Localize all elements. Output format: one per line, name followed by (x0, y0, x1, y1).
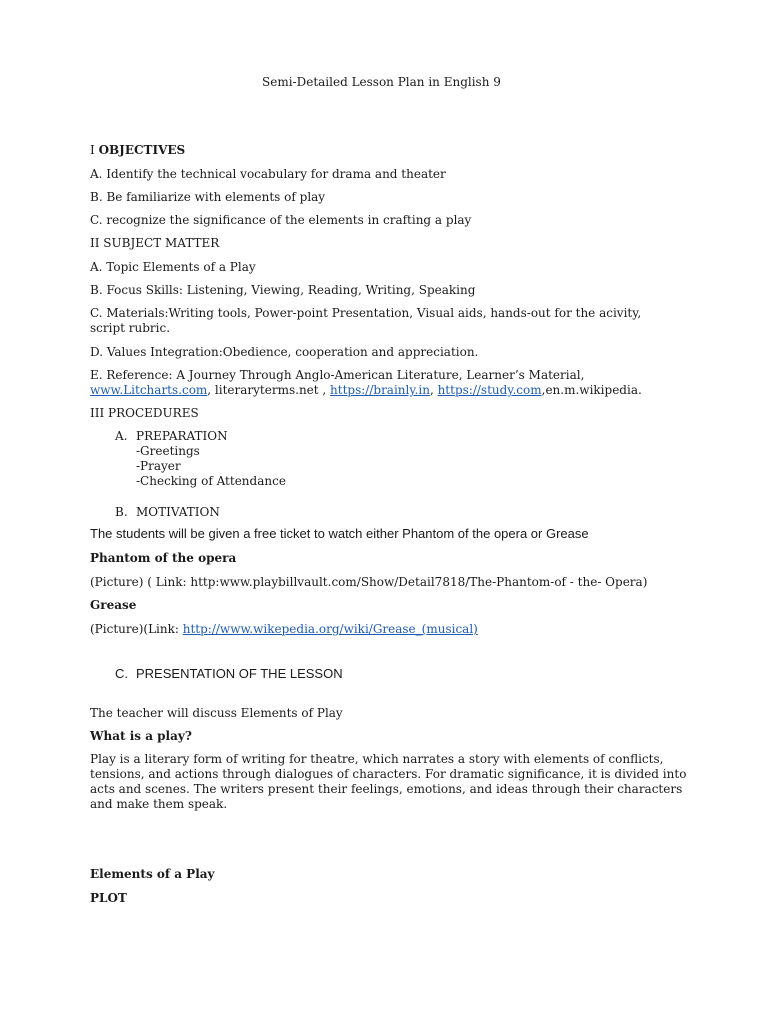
preparation-letter: A. (115, 429, 128, 443)
procedures-heading: III PROCEDURES (90, 406, 199, 420)
objective-item: A. Identify the technical vocabulary for drama and theater (90, 167, 446, 181)
phantom-title: Phantom of the opera (90, 551, 237, 565)
preparation-step: -Greetings (136, 444, 200, 458)
subject-matter-heading: II SUBJECT MATTER (90, 236, 220, 250)
grease-title: Grease (90, 598, 137, 612)
play-definition-line: tensions, and actions through dialogues of characters. For dramatic significance, it is divided into (90, 767, 687, 781)
document-title: Semi-Detailed Lesson Plan in English 9 (262, 75, 501, 89)
elements-of-a-play-heading: Elements of a Play (90, 867, 215, 881)
subject-materials: C. Materials:Writing tools, Power-point Presentation, Visual aids, hands-out for the acivity, (90, 306, 642, 320)
subject-reference: E. Reference: A Journey Through Anglo-American Literature, Learner’s Material, (90, 368, 585, 382)
brainly-link[interactable]: https://brainly.in (330, 383, 430, 397)
motivation-letter: B. (115, 505, 128, 519)
motivation-text: The students will be given a free ticket to watch either Phantom of the opera or Grease (90, 526, 589, 541)
reference-separator: , (429, 383, 438, 397)
preparation-step: -Prayer (136, 459, 181, 473)
presentation-intro: The teacher will discuss Elements of Play (90, 706, 343, 720)
objective-item: C. recognize the significance of the elements in crafting a play (90, 213, 472, 227)
subject-values: D. Values Integration:Obedience, cooperation and appreciation. (90, 345, 479, 359)
grease-link-prefix: (Picture)(Link: (90, 622, 183, 636)
presentation-letter: C. (115, 666, 128, 681)
phantom-link-text: (Picture) ( Link: http:www.playbillvault.com/Show/Detail7818/The-Phantom-of - the- Opera) (90, 575, 648, 589)
what-is-a-play-heading: What is a play? (90, 729, 192, 743)
preparation-label: PREPARATION (136, 429, 228, 443)
play-definition-line: and make them speak. (90, 797, 228, 811)
objective-item: B. Be familiarize with elements of play (90, 190, 326, 204)
study-link[interactable]: https://study.com (437, 383, 542, 397)
subject-topic: A. Topic Elements of a Play (90, 260, 256, 274)
preparation-step: -Checking of Attendance (136, 474, 286, 488)
grease-wikipedia-link[interactable]: http://www.wikepedia.org/wiki/Grease_(musical) (182, 622, 478, 636)
objectives-numeral: I (90, 143, 99, 157)
motivation-label: MOTIVATION (136, 505, 220, 519)
objectives-heading-label: OBJECTIVES (98, 143, 186, 157)
reference-separator: , literaryterms.net , (207, 383, 331, 397)
reference-tail: ,en.m.wikipedia. (541, 383, 642, 397)
objectives-heading (90, 143, 185, 157)
subject-skills: B. Focus Skills: Listening, Viewing, Reading, Writing, Speaking (90, 283, 476, 297)
play-definition-line: acts and scenes. The writers present their feelings, emotions, and ideas through their characters (90, 782, 683, 796)
presentation-label: PRESENTATION OF THE LESSON (136, 666, 343, 681)
subject-reference-links (90, 383, 642, 397)
play-definition-line: Play is a literary form of writing for theatre, which narrates a story with elements of conflicts, (90, 752, 664, 766)
plot-heading: PLOT (90, 891, 127, 905)
subject-materials-continued: script rubric. (90, 321, 171, 335)
grease-link-line (90, 622, 478, 636)
litcharts-link[interactable]: www.Litcharts.com (90, 383, 208, 397)
